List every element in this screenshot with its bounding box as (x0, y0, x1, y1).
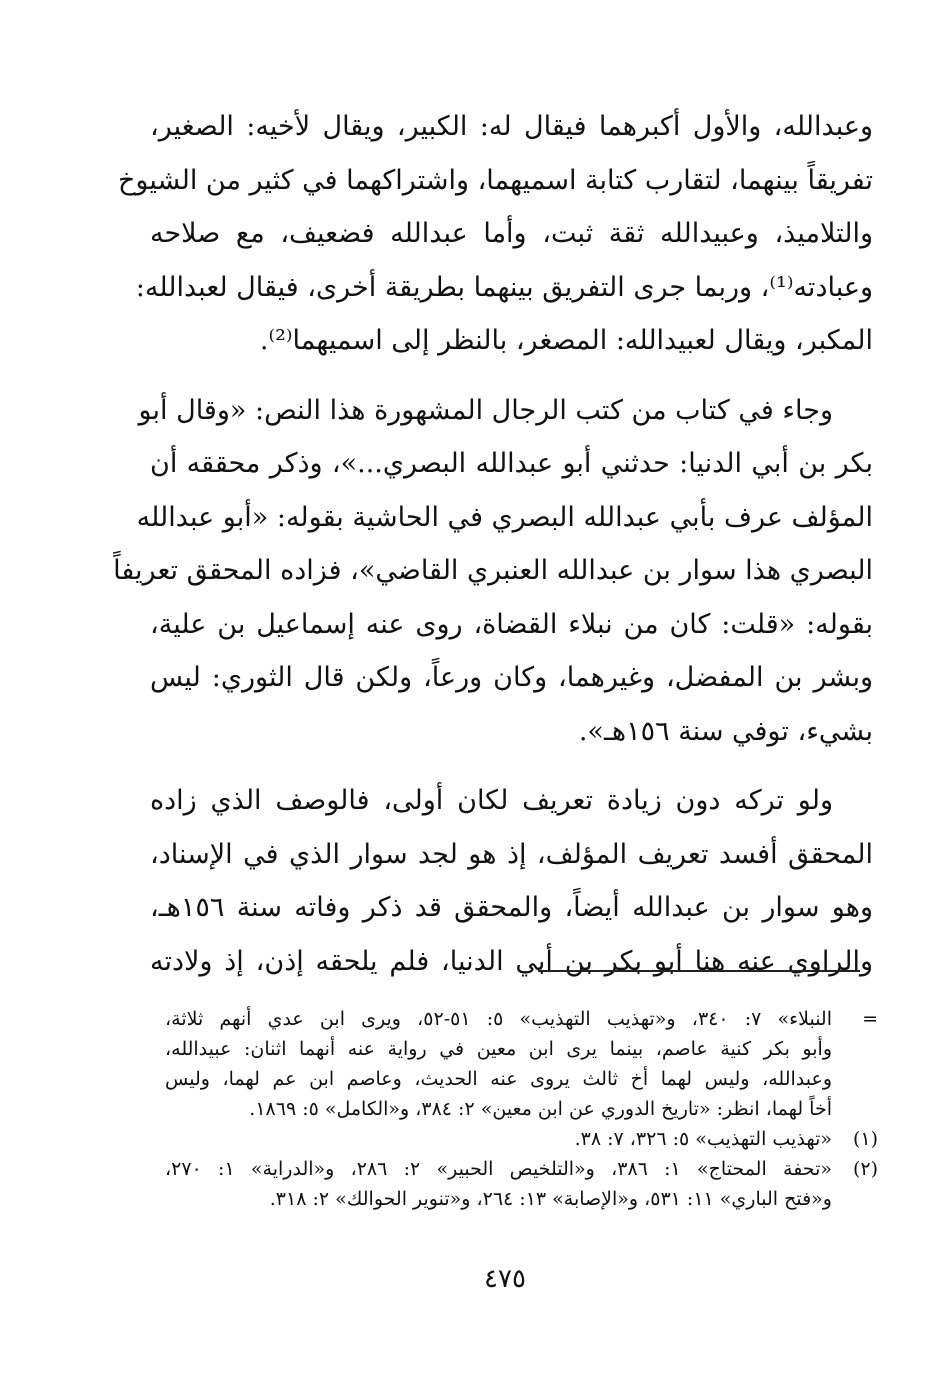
text-line: والراوي عنه هنا أبو بكر بن أبي الدنيا، فلم يلحقه إذن، إذ ولادته (150, 945, 873, 977)
footnotes (165, 1004, 878, 1214)
footnote-separator (538, 970, 860, 972)
footnote-marker: (١) (852, 1128, 878, 1150)
text-line: البصري هذا سوار بن عبدالله العنبري القاضي»، فزاده المحقق تعريفاً (113, 555, 873, 586)
page-number: ٤٧٥ (484, 1264, 526, 1294)
text-line: وعبادته⁽¹⁾، وربما جرى التفريق بينهما بطريقة أخرى، فيقال لعبدالله: (135, 271, 873, 303)
footnote-line: وعبدالله، وليس لهما أخ ثالث يروى عنه الحديث، وعاصم ابن عم لهما، وليس (165, 1068, 832, 1090)
text-line: المؤلف عرف بأبي عبدالله البصري في الحاشية بقوله: «أبو عبدالله (136, 501, 873, 533)
footnote-marker: = (862, 1008, 878, 1030)
text-line: المكبر، ويقال لعبيدالله: المصغر، بالنظر إلى اسميهما⁽²⁾. (259, 325, 873, 356)
footnote-line: «تحفة المحتاج» ١: ٣٨٦، و«التلخيص الحبير» ٢: ٢٨٦، و«الدراية» ١: ٢٧٠، (165, 1158, 832, 1180)
text-line: وبشر بن المفضل، وغيرهما، وكان ورعاً، ولكن قال الثوري: ليس (150, 662, 873, 693)
main-text (113, 100, 873, 988)
text-line: بشيء، توفي سنة ١٥٦هـ». (578, 715, 873, 747)
text-line: بقوله: «قلت: كان من نبلاء القضاة، روى عنه إسماعيل بن علية، (150, 608, 873, 640)
text-line: وجاء في كتاب من كتب الرجال المشهورة هذا النص: «وقال أبو (138, 394, 833, 426)
text-line: والتلاميذ، وعبيدالله ثقة ثبت، وأما عبدالله فضعيف، مع صلاحه (150, 218, 873, 249)
paragraph-3 (150, 774, 873, 988)
text-line: وعبدالله، والأول أكبرهما فيقال له: الكبير، ويقال لأخيه: الصغير، (150, 111, 873, 142)
text-line: وهو سوار بن عبدالله أيضاً، والمحقق قد ذكر وفاته سنة ١٥٦هـ، (150, 892, 873, 923)
footnote-line: «تهذيب التهذيب» ٥: ٣٢٦، ٧: ٣٨. (574, 1128, 832, 1150)
text-line: بكر بن أبي الدنيا: حدثني أبو عبدالله البصري...»، وذكر محققه أن (150, 448, 873, 479)
text-line: ولو تركه دون زيادة تعريف لكان أولى، فالوصف الذي زاده (150, 785, 833, 816)
text-line: تفريقاً بينهما، لتقارب كتابة اسميهما، واشتراكهما في كثير من الشيوخ (118, 164, 873, 196)
footnote-continued (165, 1004, 878, 1124)
footnote-line: أخاً لهما، انظر: «تاريخ الدوري عن ابن معين» ٢: ٣٨٤، و«الكامل» ٥: ١٨٦٩. (249, 1098, 832, 1120)
footnote-marker: (٢) (852, 1158, 878, 1180)
paragraph-1 (118, 100, 873, 368)
footnote-line: وأبو بكر كنية عاصم، بينما يرى ابن معين في رواية عنه أنهما اثنان: عبيدالله، (165, 1038, 832, 1060)
footnote-line: النبلاء» ٧: ٣٤٠، و«تهذيب التهذيب» ٥: ٥١-٥٢، ويرى ابن عدي أنهم ثلاثة، (165, 1008, 832, 1030)
footnote-1 (165, 1124, 878, 1154)
footnote-line: و«فتح الباري» ١١: ٥٣١، و«الإصابة» ١٣: ٢٦٤، و«تنوير الحوالك» ٢: ٣١٨. (269, 1188, 832, 1210)
footnote-2 (165, 1154, 878, 1214)
paragraph-2 (113, 384, 873, 759)
text-line: المحقق أفسد تعريف المؤلف، إذ هو لجد سوار الذي في الإسناد، (150, 838, 873, 870)
